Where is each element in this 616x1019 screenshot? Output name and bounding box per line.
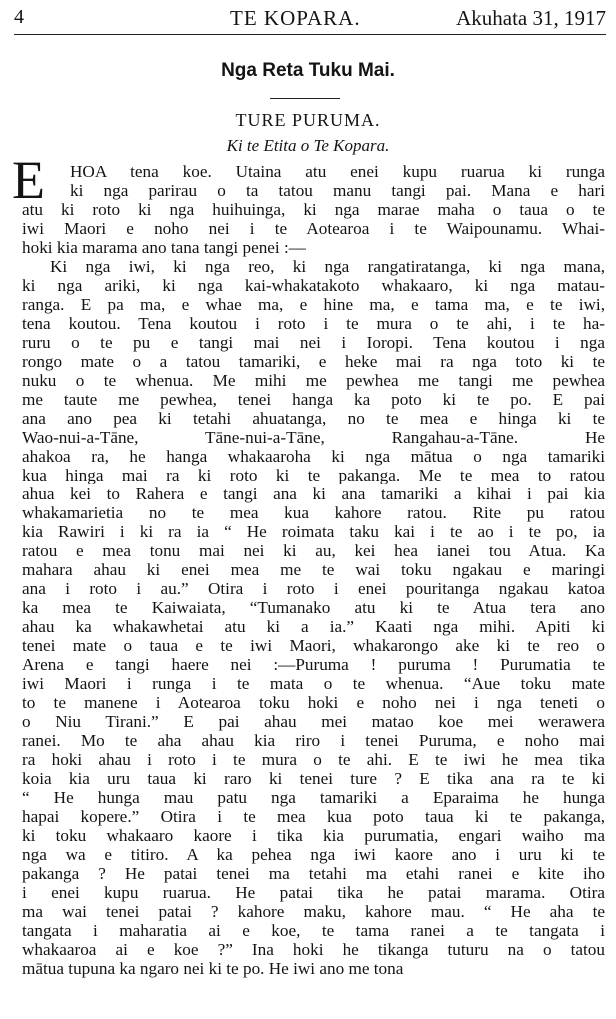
body-line: HOA tena koe. Utaina atu enei kupu ruarua ki runga xyxy=(70,162,605,181)
page-number: 4 xyxy=(14,6,24,28)
body-line: ranei. Mo te aha ahau kia riro i tenei Puruma, e noho mai xyxy=(22,731,605,751)
body-line: ra hoki ahau i roto i te mura o te ahi. E te iwi he mea tika xyxy=(22,750,605,769)
body-line: kia Rawiri i ki ra ia “ He roimata taku kai i te ao i te po, ia xyxy=(22,522,605,542)
body-line: me taute me pewhea, tenei hanga ka poto ki te po. E pai xyxy=(22,389,605,409)
body-line: o Niu Tirani.” E pai ahau mei matao koe mei werawera xyxy=(22,712,605,732)
letter-body xyxy=(22,162,605,978)
body-line: ki nga parirau o ta tatou manu tangi pai. Mana e hari xyxy=(70,180,605,200)
body-line: “ He hunga mau patu nga tamariki a Eparaima he hunga xyxy=(22,787,605,807)
issue-date: Akuhata 31, 1917 xyxy=(456,6,606,30)
body-line: tena koutou. Tena koutou i roto i te mura o te ahi, i te ha- xyxy=(22,313,605,333)
body-line: ana ano pea ki tetahi ahuatanga, no te mea e hinga ki te xyxy=(22,408,605,428)
body-line: Wao-nui-a-Tāne, Tāne-nui-a-Tāne, Rangahau-a-Tāne. He xyxy=(22,427,605,447)
body-line: to te manene i Aotearoa toku hoki e noho nei i nga teneti o xyxy=(22,693,605,713)
body-line: tenei mate o taua e te iwi Maori, whakarongo ake ki te reo o xyxy=(22,636,605,656)
body-line: ahua kei to Rahera e tangi ana ki ana tamariki a kihai i pai kia xyxy=(22,484,605,504)
body-line: kua hinga mai ra ki roto ki te pakanga. Me te mea to ratou xyxy=(22,465,605,485)
body-line: iwi Maori e noho nei i te Aotearoa i te Waipounamu. Whai- xyxy=(22,218,605,238)
body-line: nuku o te whenua. Me mihi me pewhea me tangi me pewhea xyxy=(22,370,605,390)
drop-cap: E xyxy=(12,150,45,210)
body-line: ruru o te pu e tangi mai nei i Ioropi. Tena koutou i nga xyxy=(22,332,605,352)
body-line: i enei kupu ruarua. He patai tika he patai marama. Otira xyxy=(22,882,605,902)
body-line: nga wa e titiro. A ka pehea nga iwi kaore ano i uru ki te xyxy=(22,844,605,864)
page-header xyxy=(14,4,606,35)
running-title: TE KOPARA. xyxy=(230,6,361,30)
body-line: whakaaroa ai e koe ?” Ina hoki he tikanga tuturu na o tatou xyxy=(22,939,605,959)
body-line: atu ki roto ki nga huihuinga, ki nga marae maha o taua o te xyxy=(22,199,605,219)
body-line: tangata i maharatia ai e koe, te tama ranei a te tangata i xyxy=(22,920,605,940)
body-line: ahau ka whakawhetai atu ki a ia.” Kaati nga mihi. Apiti ki xyxy=(22,617,605,637)
body-line: hoki kia marama ano tana tangi penei :— xyxy=(22,237,306,257)
body-line: whakamarietia no te mea kua kahore ratou. Rite pu ratou xyxy=(22,503,605,523)
body-line: Ki nga iwi, ki nga reo, ki nga rangatiratanga, ki nga mana, xyxy=(50,256,605,276)
body-line: ma wai tenei patai ? kahore maku, kahore mau. “ He aha te xyxy=(22,901,605,921)
body-line: koia kia uru taua ki raro ki tenei ture ? E tika ana ra te ki xyxy=(22,769,605,788)
body-line: Arena e tangi haere nei :—Puruma ! puruma ! Purumatia te xyxy=(22,655,605,675)
body-line: ka mea te Kaiwaiata, “Tumanako atu ki te Atua tera ano xyxy=(22,598,605,618)
body-line: mātua tupuna ka ngaro nei ki te po. He iwi ano me tona xyxy=(22,958,404,978)
body-line: mahara ahau ki enei mea me te wai toku ngakau e maringi xyxy=(22,560,605,580)
address-line: Ki te Etita o Te Kopara. xyxy=(226,136,390,155)
body-line: iwi Maori i runga i te mata o te whenua. “Aue toku mate xyxy=(22,674,605,694)
body-line: ki nga ariki, ki nga kai-whakatakoto whakaaro, ki nga matau- xyxy=(22,275,605,295)
title-divider xyxy=(270,98,340,99)
body-line: ana i roto i au.” Otira i roto i enei pouritanga ngakau katoa xyxy=(22,579,605,599)
body-line: hapai kopere.” Otira i te mea kua poto taua ki te pakanga, xyxy=(22,806,605,826)
body-line: ranga. E pa ma, e whae ma, e hine ma, e tama ma, e te iwi, xyxy=(22,294,605,314)
body-line: ki toku whakaaro kaore i tika kia purumatia, engari waiho ma xyxy=(22,825,605,845)
body-line: pakanga ? He patai tenei ma tetahi ma etahi ranei e kite iho xyxy=(22,863,605,883)
body-line: ratou e mea tonu mai nei ki au, kei hea ianei tou Atua. Ka xyxy=(22,541,605,561)
body-line: ahakoa ra, he hanga whakaaroha ki nga mātua o nga tamariki xyxy=(22,446,605,466)
section-title: Nga Reta Tuku Mai. xyxy=(221,60,395,81)
letter-title: TURE PURUMA. xyxy=(235,110,381,130)
body-line: rongo mate o a tatou tamariki, e heke mai ra nga toto ki te xyxy=(22,351,605,371)
